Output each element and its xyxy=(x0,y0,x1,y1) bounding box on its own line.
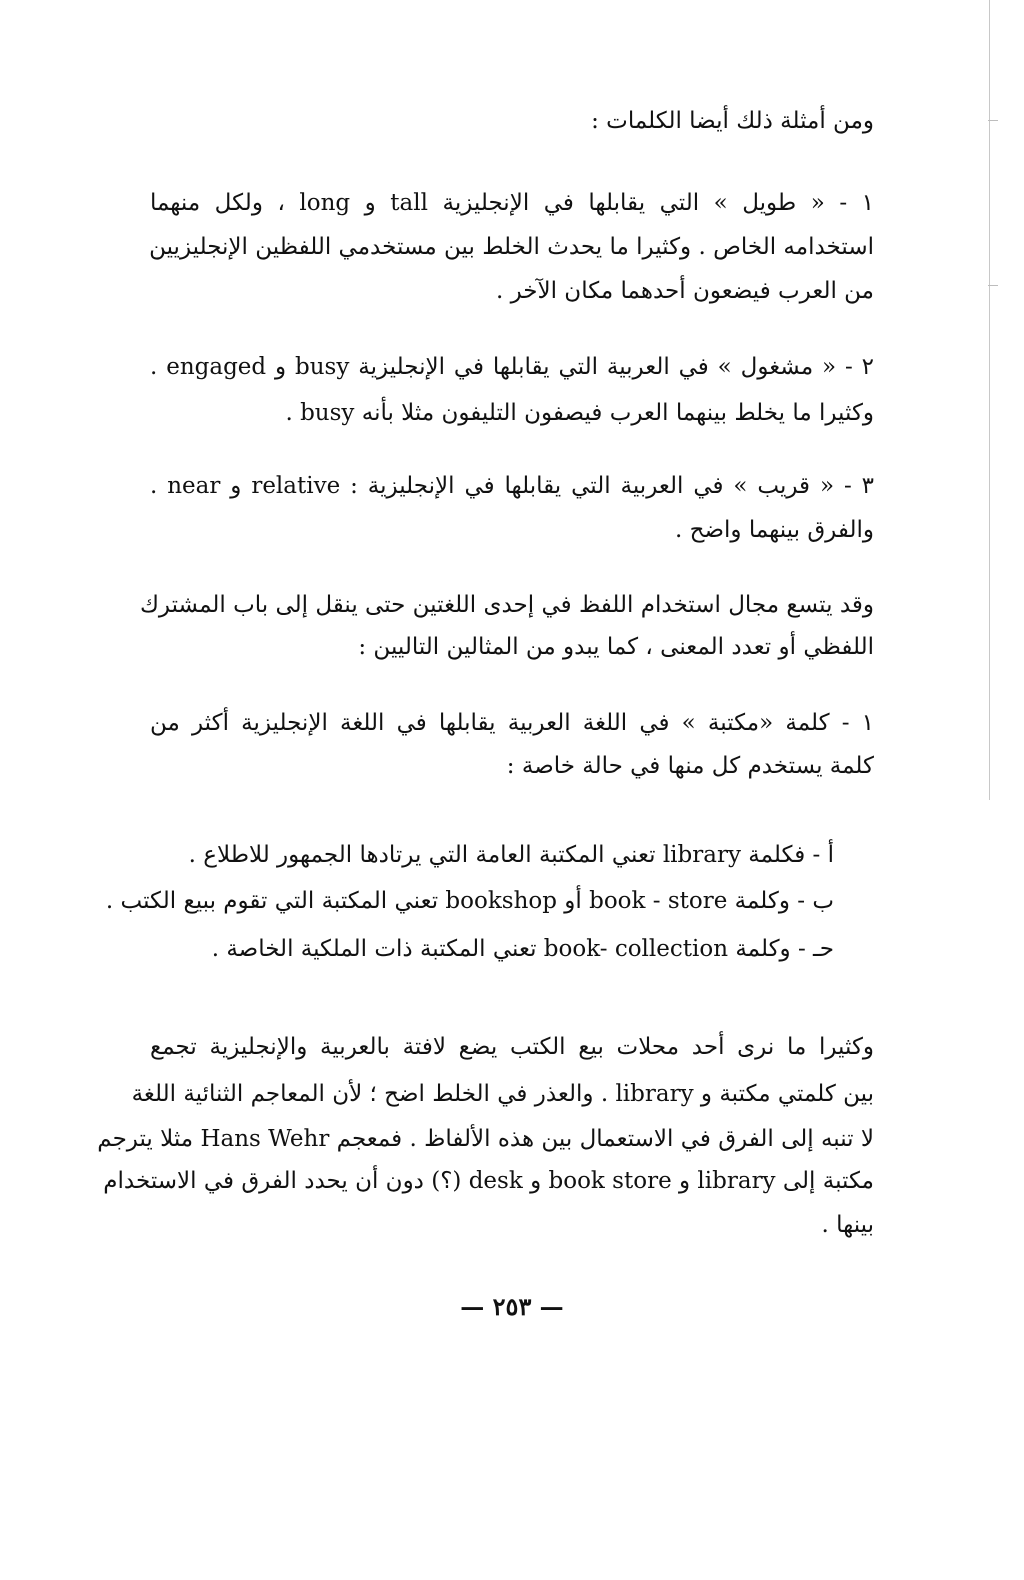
closing-line-2: بين كلمتي مكتبة و library . والعذر في الخلط اضح ؛ لأن المعاجم الثنائية اللغة xyxy=(131,1081,874,1107)
closing-line-4: مكتبة إلى library و book store و desk (؟) دون أن يحدد الفرق في الاستخدام xyxy=(103,1168,874,1194)
closing-line-1: وكثيرا ما نرى أحد محلات بيع الكتب يضع لافتة بالعربية والإنجليزية تجمع xyxy=(150,1034,874,1060)
sub-item-a: أ - فكلمة library تعني المكتبة العامة التي يرتادها الجمهور للاطلاع . xyxy=(188,842,834,868)
edge-tick xyxy=(988,285,998,286)
example-2-line-1: ٢ - « مشغول » في العربية التي يقابلها في الإنجليزية busy و engaged . xyxy=(150,354,875,380)
paragraph-line-2: اللفظي أو تعدد المعنى ، كما يبدو من المثالين التاليين : xyxy=(358,634,874,660)
paragraph-line-1: وقد يتسع مجال استخدام اللفظ في إحدى اللغتين حتى ينقل إلى باب المشترك xyxy=(139,592,874,618)
sub-item-c: حـ - وكلمة book- collection تعني المكتبة ذات الملكية الخاصة . xyxy=(211,936,834,962)
example-1-line-3: من العرب فيضعون أحدهما مكان الآخر . xyxy=(495,278,874,304)
library-example-line-1: ١ - كلمة «مكتبة » في اللغة العربية يقابلها في اللغة الإنجليزية أكثر من xyxy=(150,710,874,736)
edge-tick xyxy=(988,120,998,121)
example-3-line-2: والفرق بينهما واضح . xyxy=(675,517,874,543)
library-example-line-2: كلمة يستخدم كل منها في حالة خاصة : xyxy=(506,753,874,779)
closing-line-5: بينها . xyxy=(821,1212,874,1238)
closing-line-3: لا تنبه إلى الفرق في الاستعمال بين هذه الألفاظ . فمعجم Hans Wehr مثلا يترجم xyxy=(97,1126,874,1152)
example-1-line-2: استخدامه الخاص . وكثيرا ما يحدث الخلط بين مستخدمي اللفظين الإنجليزيين xyxy=(149,234,874,260)
example-2-line-2: وكثيرا ما يخلط بينهما العرب فيصفون التليفون مثلا بأنه busy . xyxy=(285,400,874,426)
example-1-line-1: ١ - « طويل » التي يقابلها في الإنجليزية tall و long ، ولكل منهما xyxy=(150,190,874,216)
example-3-line-1: ٣ - « قريب » في العربية التي يقابلها في الإنجليزية : relative و near . xyxy=(150,473,875,499)
page-number: — ٢٥٣ — xyxy=(460,1292,564,1321)
sub-item-b: ب - وكلمة book - store أو bookshop تعني المكتبة التي تقوم ببيع الكتب . xyxy=(105,888,834,914)
intro-line: ومن أمثلة ذلك أيضا الكلمات : xyxy=(591,108,874,134)
